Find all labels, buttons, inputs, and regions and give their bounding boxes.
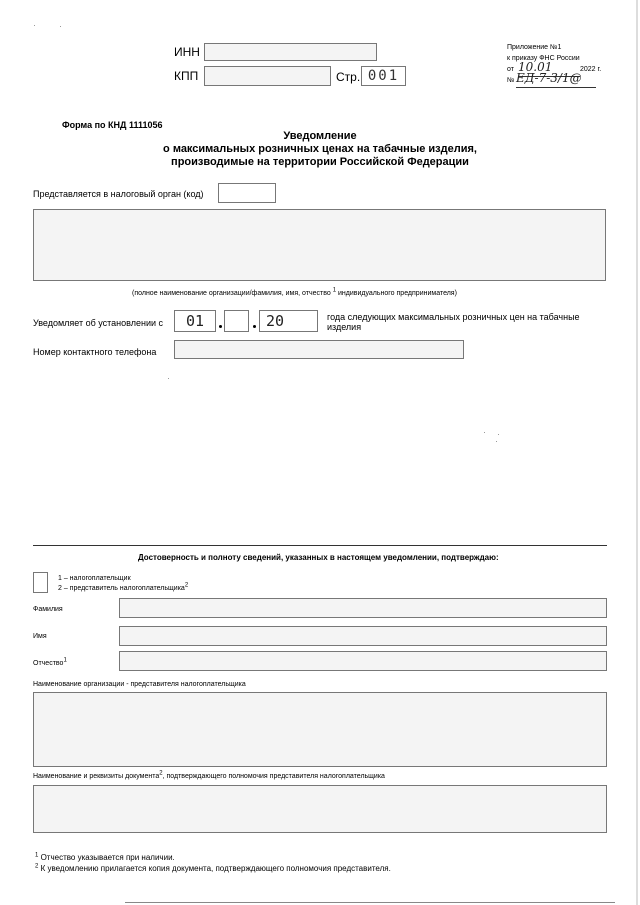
rep-org-field[interactable]	[33, 692, 607, 767]
page-number-field[interactable]: 001	[361, 66, 406, 86]
doc-title-line-3: производимые на территории Российской Федерации	[171, 156, 469, 168]
inn-field[interactable]	[204, 43, 377, 61]
page-label: Стр.	[336, 70, 361, 84]
scan-edge	[125, 902, 615, 903]
appendix-number-underline	[516, 87, 596, 88]
appendix-line-2: к приказу ФНС России	[507, 55, 580, 62]
appendix-date-handwritten: 10.01	[518, 60, 553, 74]
notify-year-field[interactable]: 20	[259, 310, 318, 332]
tax-authority-label: Представляется в налоговый орган (код)	[33, 189, 204, 199]
organization-name-caption: (полное наименование организации/фамилия, имя, отчество $^1$ индивидуального предпринимателя)	[132, 287, 457, 297]
appendix-line-1: Приложение №1	[507, 44, 562, 51]
signer-type-field[interactable]	[33, 572, 48, 593]
notify-month-field[interactable]	[224, 310, 249, 332]
surname-label: Фамилия	[33, 606, 63, 613]
patronymic-field[interactable]	[119, 651, 607, 671]
notify-after-text-line-1: года следующих максимальных розничных цен на табачные	[327, 312, 580, 322]
date-separator-dot	[253, 325, 256, 328]
doc-title-line-1: Уведомление	[283, 130, 357, 142]
scan-edge	[636, 0, 638, 905]
name-field[interactable]	[119, 626, 607, 646]
confirm-heading: Достоверность и полноту сведений, указанных в настоящем уведомлении, подтверждаю:	[138, 553, 499, 562]
signer-option-2: 2 – представитель налогоплательщика$^2$	[58, 582, 189, 592]
signer-option-1: 1 – налогоплательщик	[58, 575, 131, 582]
phone-field[interactable]	[174, 340, 464, 359]
name-label: Имя	[33, 633, 47, 640]
date-separator-dot	[219, 325, 222, 328]
inn-label: ИНН	[174, 45, 200, 59]
notify-label: Уведомляет об установлении с	[33, 318, 164, 328]
appendix-number-prefix: №	[507, 77, 515, 84]
notify-after-text-line-2: изделия	[327, 322, 362, 332]
section-divider	[33, 545, 607, 546]
rep-org-label: Наименование организации - представителя налогоплательщика	[33, 681, 246, 688]
doc-label: Наименование и реквизиты документа$^2$, подтверждающего полномочия представителя налогоплательщика	[33, 770, 385, 780]
appendix-year: 2022 г.	[580, 66, 602, 73]
kpp-field[interactable]	[204, 66, 331, 86]
organization-name-field[interactable]	[33, 209, 606, 281]
footnote-1: $^1$ Отчество указывается при наличии.	[35, 852, 175, 862]
appendix-number-handwritten: ЕД-7-3/1@	[516, 71, 582, 85]
doc-title-line-2: о максимальных розничных ценах на табачные изделия,	[163, 143, 477, 155]
doc-field[interactable]	[33, 785, 607, 833]
footnote-2: $^2$ К уведомлению прилагается копия документа, подтверждающего полномочия представителя.	[35, 863, 391, 873]
patronymic-label: Отчество$^1$	[33, 657, 67, 667]
surname-field[interactable]	[119, 598, 607, 618]
kpp-label: КПП	[174, 69, 199, 83]
form-code: Форма по КНД 1111056	[62, 120, 163, 130]
tax-authority-code-field[interactable]	[218, 183, 276, 203]
phone-label: Номер контактного телефона	[33, 347, 157, 357]
appendix-date-prefix: от	[507, 66, 514, 73]
notify-day-field[interactable]: 01	[174, 310, 216, 332]
